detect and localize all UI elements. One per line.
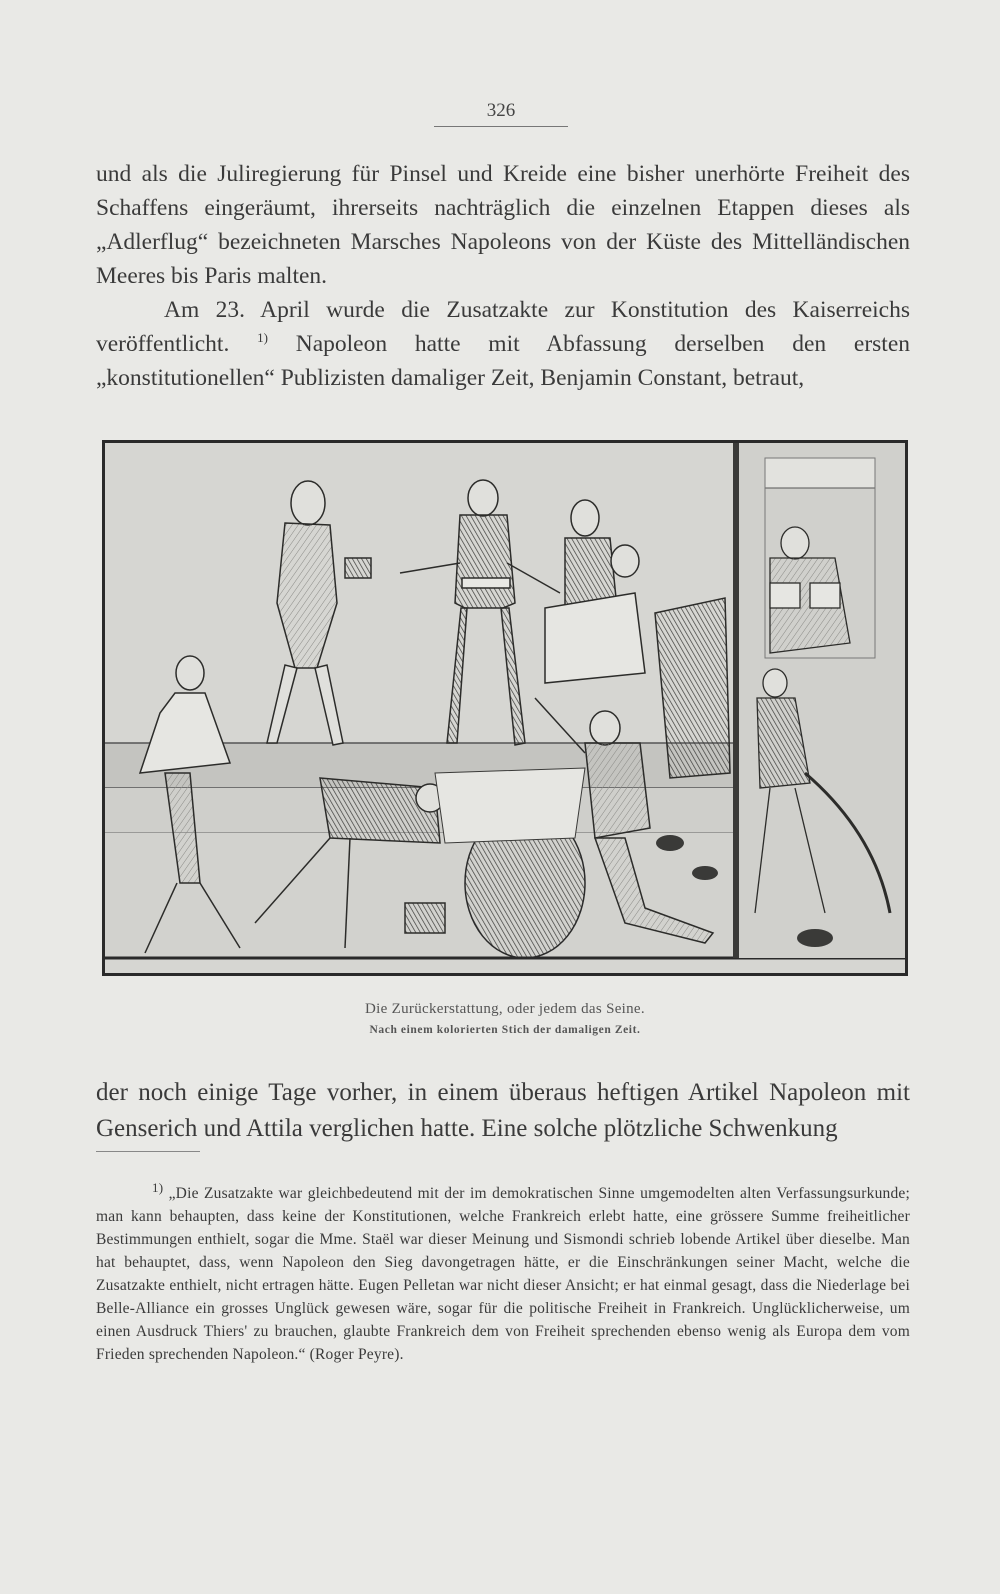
footnote xyxy=(96,1179,910,1366)
body-paragraph-top xyxy=(96,157,910,395)
figure-caption: Die Zurückerstattung, oder jedem das Seine. xyxy=(365,1001,645,1017)
engraving-drawing xyxy=(105,443,905,973)
paragraph-1: und als die Juliregierung für Pinsel und Kreide eine bisher unerhörte Freiheit des Schaffens eingeräumt, ihrerseits nachträglich die einzelnen Etappen dieses als „Adlerflug“ bezeichneten Marsches Napoleons von der Küste des Mittelländischen Meeres bis Paris malten. xyxy=(96,161,910,289)
paragraph-2 xyxy=(96,293,910,395)
body-paragraph-bottom xyxy=(96,1075,910,1147)
footnote-marker: 1) xyxy=(152,1179,164,1195)
page-number: 326 xyxy=(486,100,516,121)
footnote-text: „Die Zusatzakte war gleichbedeutend mit der im demokratischen Sinne umgemodelten alten Verfassungsurkunde; man kann behaupten, dass keine der Konstitutionen, welche Frankreich erlebt hatte, eine grössere Summe freiheitlicher Bestimmungen enthielt, sogar die Mme. Staël war dieser Meinung und Sismondi schrieb lobende Artikel über dieselbe. Man hat behauptet, dass, wenn Napoleon den Sieg davongetragen hätte, er die Einschränkungen seiner Macht, welche die Zusatzakte enthielt, nicht ertragen hätte. Eugen Pelletan war nicht dieser Ansicht; er hat einmal gesagt, dass die Niederlage bei Belle-Alliance ein grosses Unglück gewesen wäre, sogar für die politische Freiheit in Frankreich. Unglücklicherweise, um einen Ausdruck Thiers' zu brauchen, glaubte Frankreich dem von Freiheit sprechenden ebenso wenig als Europa dem vom Frieden sprechenden Napoleon.“ (Roger Peyre). xyxy=(96,1185,910,1363)
paragraph-2-continuation: Napoleon hatte mit Abfassung derselben den ersten „konstitutionellen“ Publizisten damaliger Zeit, Benjamin Constant, betraut, xyxy=(96,331,911,391)
paragraph-3: der noch einige Tage vorher, in einem überaus heftigen Artikel Napoleon mit Genserich und Attila verglichen hatte. Eine solche plötzliche Schwenkung xyxy=(96,1079,910,1142)
figure-subcaption: Nach einem kolorierten Stich der damaligen Zeit. xyxy=(369,1024,641,1036)
page-number-rule xyxy=(434,126,568,127)
engraving-illustration xyxy=(102,440,908,976)
paragraph-2-text: Am 23. April wurde die Zusatzakte zur Konstitution des Kaiserreichs veröffentlicht. xyxy=(96,297,910,357)
footnote-separator xyxy=(96,1151,200,1152)
footnote-paragraph xyxy=(96,1179,910,1366)
footnote-reference[interactable]: 1) xyxy=(257,330,268,346)
